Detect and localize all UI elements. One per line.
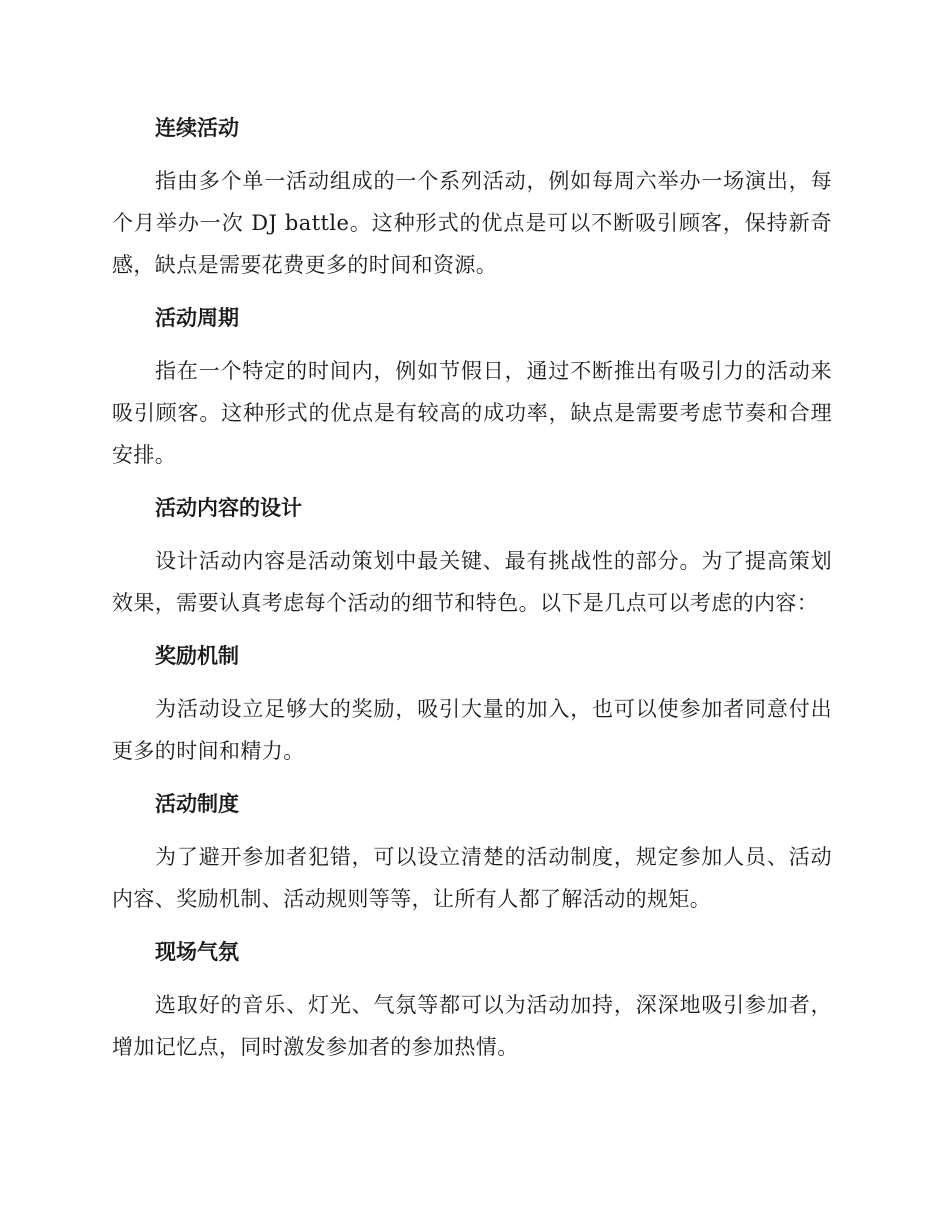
section-heading: 活动制度 — [155, 791, 239, 816]
section-heading: 连续活动 — [155, 115, 239, 140]
section-paragraph: 为活动设立足够大的奖励，吸引大量的加入，也可以使参加者同意付出更多的时间和精力。 — [112, 697, 832, 763]
section-reward-mechanism — [112, 636, 832, 772]
section-activity-cycle — [112, 298, 832, 476]
section-paragraph: 选取好的音乐、灯光、气氛等都可以为活动加持，深深地吸引参加者，增加记忆点，同时激发参加者的参加热情。 — [112, 993, 832, 1059]
section-heading: 活动内容的设计 — [155, 495, 302, 520]
section-content-design — [112, 488, 832, 624]
document-page — [112, 108, 832, 1080]
section-activity-rules — [112, 784, 832, 920]
section-continuous-activity — [112, 108, 832, 286]
section-heading: 现场气氛 — [155, 939, 239, 964]
section-paragraph: 设计活动内容是活动策划中最关键、最有挑战性的部分。为了提高策划效果，需要认真考虑每个活动的细节和特色。以下是几点可以考虑的内容： — [112, 549, 832, 615]
section-heading: 活动周期 — [155, 305, 239, 330]
section-heading: 奖励机制 — [155, 643, 239, 668]
section-atmosphere — [112, 932, 832, 1068]
section-paragraph: 指由多个单一活动组成的一个系列活动，例如每周六举办一场演出，每个月举办一次 DJ battle。这种形式的优点是可以不断吸引顾客，保持新奇感，缺点是需要花费更多的时间和资源。 — [112, 169, 832, 277]
section-paragraph: 为了避开参加者犯错，可以设立清楚的活动制度，规定参加人员、活动内容、奖励机制、活动规则等等，让所有人都了解活动的规矩。 — [112, 845, 832, 911]
section-paragraph: 指在一个特定的时间内，例如节假日，通过不断推出有吸引力的活动来吸引顾客。这种形式的优点是有较高的成功率，缺点是需要考虑节奏和合理安排。 — [112, 359, 832, 467]
